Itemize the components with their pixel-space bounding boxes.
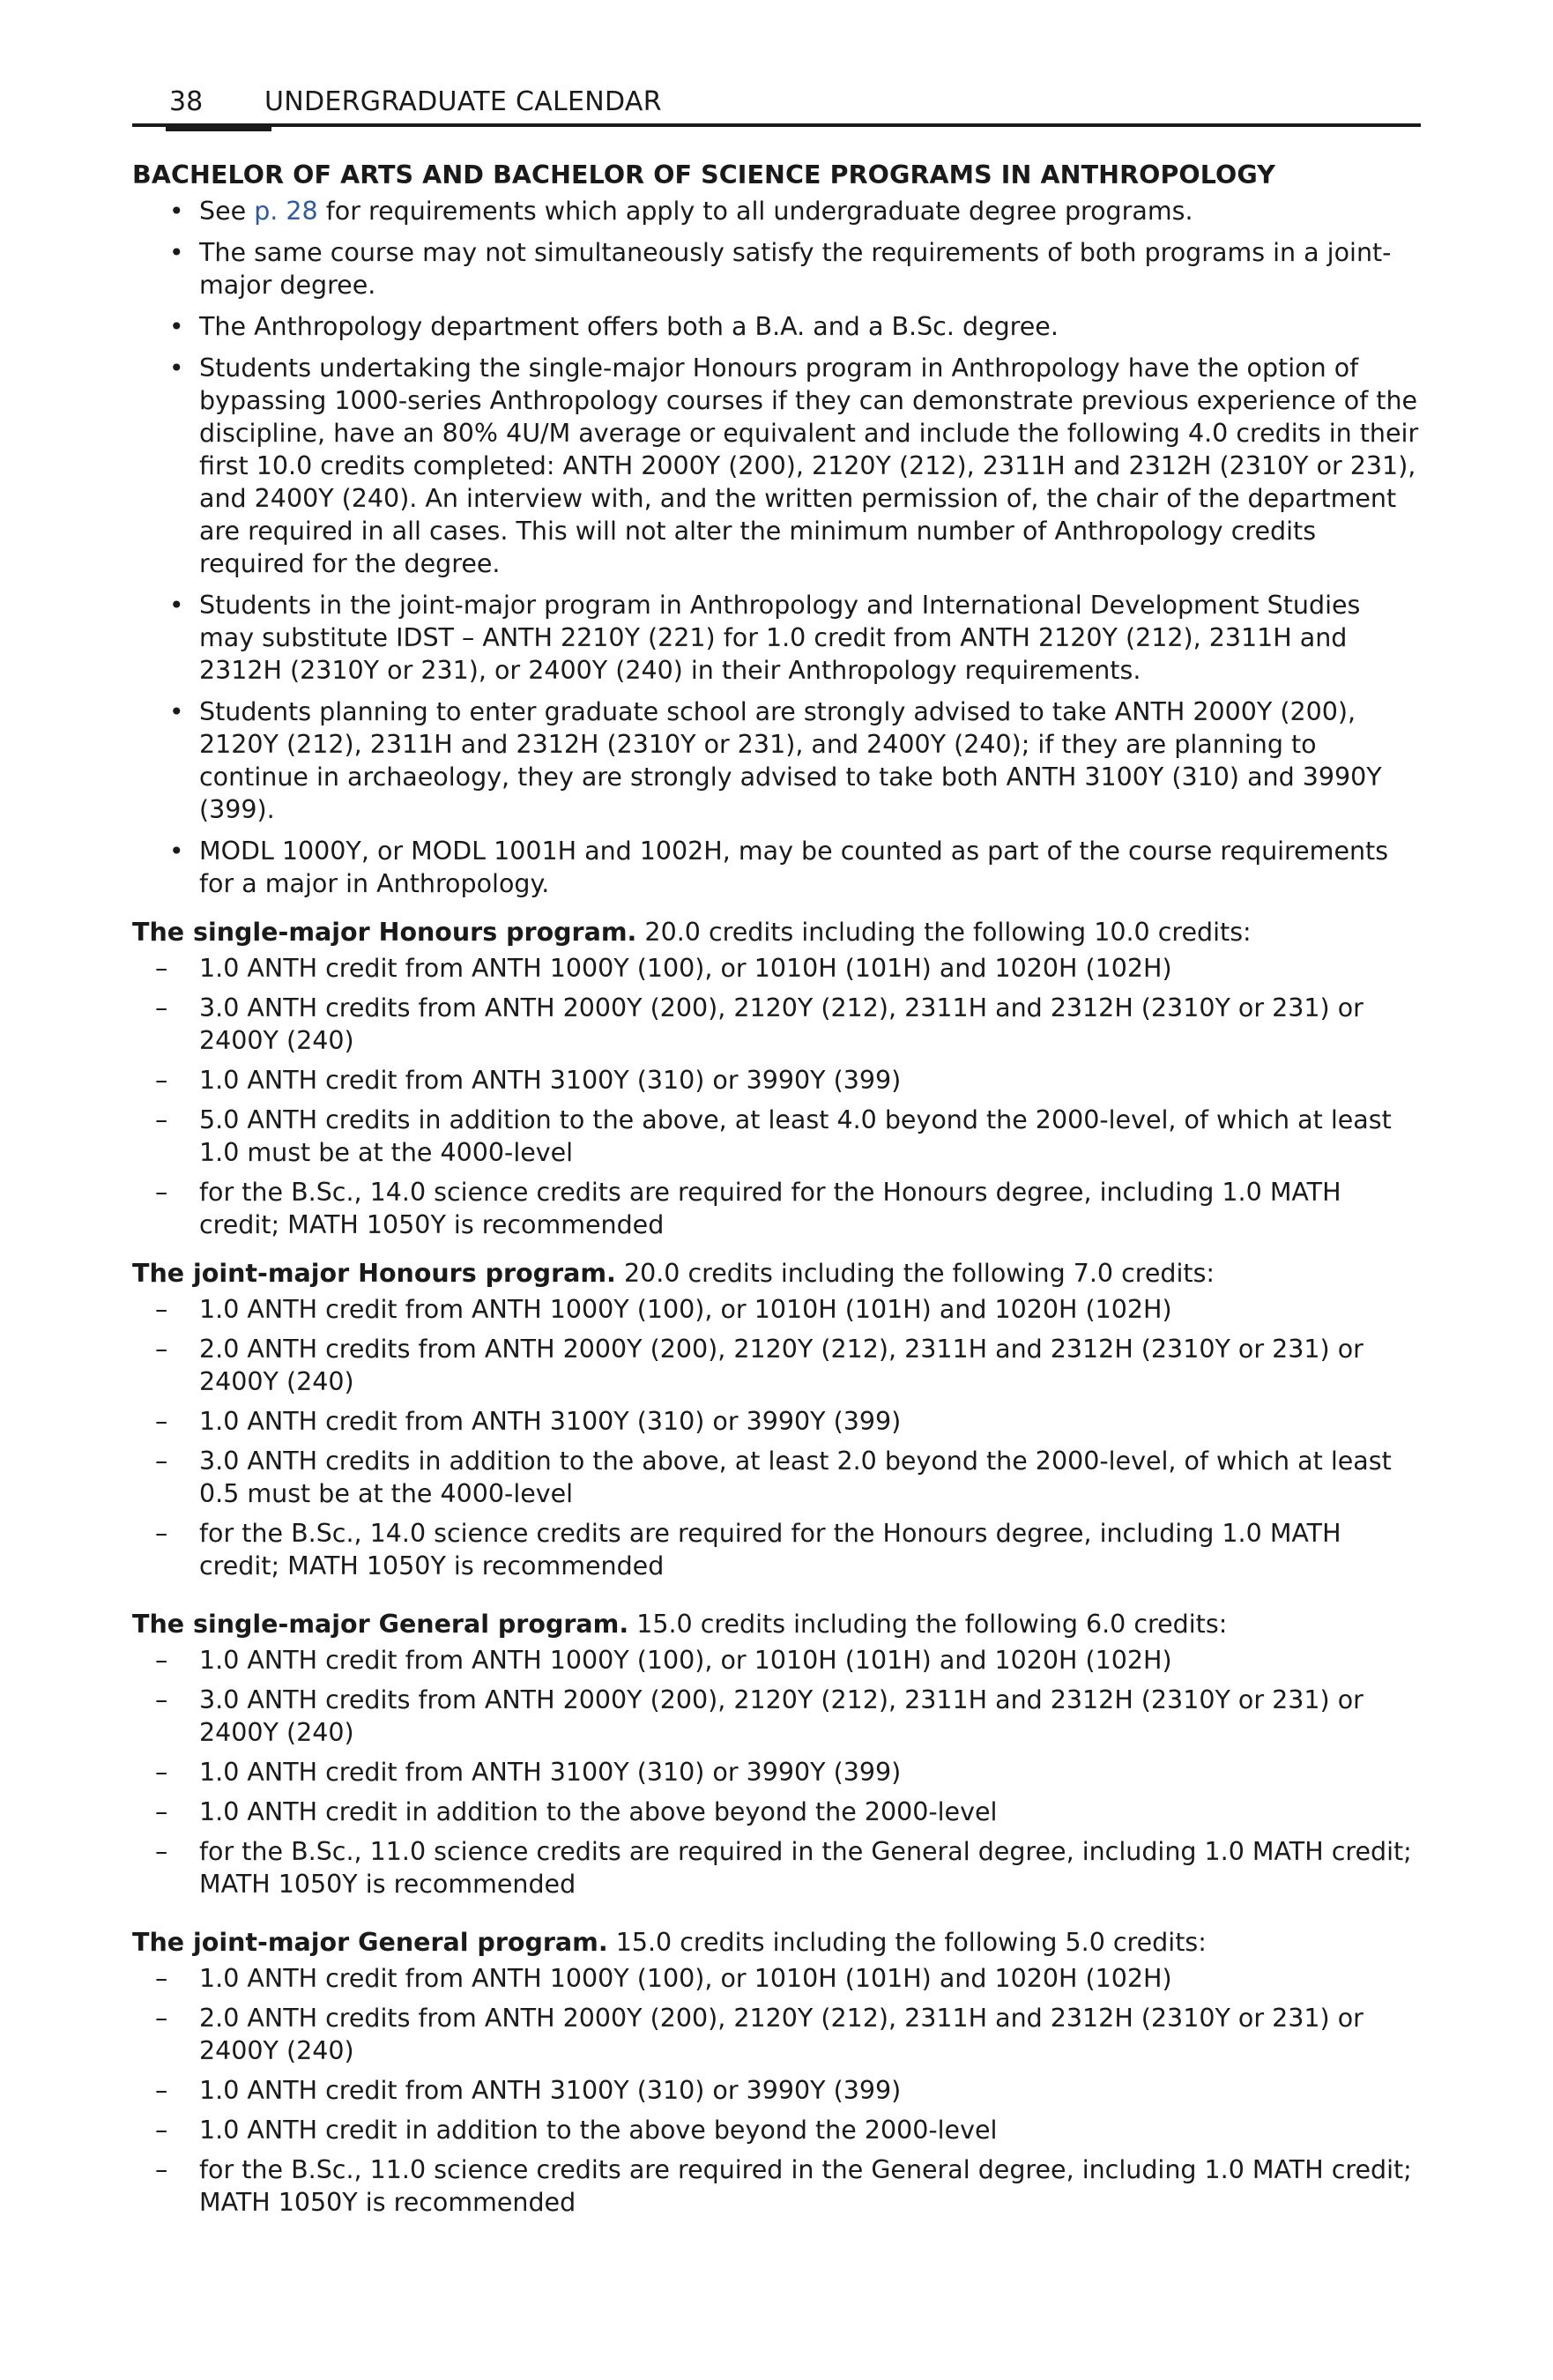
program-heading: [132, 916, 1421, 948]
bullet-text-prefix: See: [199, 197, 255, 226]
running-header: [132, 79, 1421, 129]
requirement-item: [132, 1445, 1421, 1510]
requirement-item: [132, 992, 1421, 1057]
program-heading: [132, 1257, 1421, 1290]
requirement-text: 3.0 ANTH credits in addition to the above, at least 2.0 beyond the 2000-level, of which at least 0.5 must be at the 4000-level: [199, 1447, 1392, 1508]
requirement-text: for the B.Sc., 14.0 science credits are required for the Honours degree, including 1.0 MATH credit; MATH 1050Y is recommended: [199, 1178, 1341, 1239]
dash-icon: –: [155, 1335, 168, 1364]
requirement-item: [132, 952, 1421, 985]
dash-icon: –: [155, 993, 168, 1023]
requirement-list: [132, 1293, 1421, 1582]
bullet-text-suffix: for requirements which apply to all undergraduate degree programs.: [317, 197, 1193, 226]
requirement-text: 1.0 ANTH credit from ANTH 3100Y (310) or 3990Y (399): [199, 1407, 902, 1436]
bullet-item: [132, 695, 1421, 826]
dash-icon: –: [155, 1519, 168, 1548]
requirement-item: [132, 1684, 1421, 1749]
requirement-item: [132, 1962, 1421, 1995]
bullet-icon: •: [169, 312, 184, 341]
dash-icon: –: [155, 1447, 168, 1476]
requirement-item: [132, 1104, 1421, 1169]
program-name: The joint-major Honours program.: [132, 1259, 616, 1288]
program-single-major-general: [132, 1608, 1421, 1900]
program-name: The single-major General program.: [132, 1610, 629, 1639]
requirement-item: [132, 1405, 1421, 1438]
dash-icon: –: [155, 1407, 168, 1436]
requirement-text: 1.0 ANTH credit in addition to the above beyond the 2000-level: [199, 1797, 998, 1826]
requirement-text: 2.0 ANTH credits from ANTH 2000Y (200), 2120Y (212), 2311H and 2312H (2310Y or 231) or 2400Y (240): [199, 1335, 1364, 1396]
dash-icon: –: [155, 2004, 168, 2033]
program-name: The single-major Honours program.: [132, 918, 637, 947]
requirement-list: [132, 952, 1421, 1241]
bullet-item: [132, 352, 1421, 580]
program-name: The joint-major General program.: [132, 1928, 608, 1957]
requirement-item: [132, 1064, 1421, 1097]
bullet-item: [132, 589, 1421, 687]
requirement-item: [132, 2153, 1421, 2219]
program-summary: 20.0 credits including the following 7.0 credits:: [615, 1259, 1215, 1288]
bullet-text: MODL 1000Y, or MODL 1001H and 1002H, may be counted as part of the course requirements for a major in Anthropology.: [199, 837, 1389, 898]
bullet-text: Students undertaking the single-major Honours program in Anthropology have the option of bypassing 1000-series Anthropology courses if they can demonstrate previous experience of the discipline, have an 80% 4U/M average or equivalent and include the following 4.0 credits in their first 10.0 credits completed: ANTH 2000Y (200), 2120Y (212), 2311H and 2312H (2310Y or 231), and 2400Y (240). An interview with, and the written permission of, the chair of the department are required in all cases. This will not alter the minimum number of Anthropology credits required for the degree.: [199, 353, 1419, 578]
program-summary: 15.0 credits including the following 5.0 credits:: [607, 1928, 1207, 1957]
requirement-text: 5.0 ANTH credits in addition to the above, at least 4.0 beyond the 2000-level, of which at least 1.0 must be at the 4000-level: [199, 1105, 1392, 1167]
requirement-item: [132, 1333, 1421, 1398]
page-content: [132, 159, 1421, 2226]
requirement-item: [132, 2074, 1421, 2107]
bullet-text: The same course may not simultaneously satisfy the requirements of both programs in a joint-major degree.: [199, 238, 1392, 300]
requirement-item: [132, 1835, 1421, 1900]
requirement-text: for the B.Sc., 11.0 science credits are required in the General degree, including 1.0 MATH credit; MATH 1050Y is recommended: [199, 1837, 1412, 1899]
dash-icon: –: [155, 2076, 168, 2105]
bullet-icon: •: [169, 697, 184, 726]
requirement-text: 1.0 ANTH credit from ANTH 1000Y (100), or 1010H (101H) and 1020H (102H): [199, 1964, 1172, 1993]
program-summary: 20.0 credits including the following 10.0 credits:: [636, 918, 1252, 947]
requirement-text: 1.0 ANTH credit from ANTH 3100Y (310) or 3990Y (399): [199, 1758, 902, 1787]
program-summary: 15.0 credits including the following 6.0 credits:: [628, 1610, 1228, 1639]
program-single-major-honours: [132, 916, 1421, 1241]
dash-icon: –: [155, 1066, 168, 1095]
dash-icon: –: [155, 1295, 168, 1324]
dash-icon: –: [155, 1837, 168, 1866]
bullet-icon: •: [169, 591, 184, 620]
bullet-text: Students planning to enter graduate school are strongly advised to take ANTH 2000Y (200), 2120Y (212), 2311H and 2312H (2310Y or 231), and 2400Y (240); if they are planning to continue in archaeology, they are strongly advised to take both ANTH 3100Y (310) and 3990Y (399).: [199, 697, 1382, 824]
program-heading: [132, 1608, 1421, 1640]
requirement-list: [132, 1644, 1421, 1900]
bullet-item: [132, 835, 1421, 900]
program-joint-major-honours: [132, 1257, 1421, 1582]
dash-icon: –: [155, 1685, 168, 1714]
dash-icon: –: [155, 2116, 168, 2145]
bullet-item: [132, 310, 1421, 343]
general-notes-list: [132, 195, 1421, 900]
dash-icon: –: [155, 1105, 168, 1134]
dash-icon: –: [155, 954, 168, 983]
requirement-item: [132, 1293, 1421, 1326]
header-rule: [132, 123, 1421, 127]
requirement-text: 1.0 ANTH credit from ANTH 1000Y (100), or 1010H (101H) and 1020H (102H): [199, 954, 1172, 983]
bullet-text: Students in the joint-major program in Anthropology and International Development Studies may substitute IDST – ANTH 2210Y (221) for 1.0 credit from ANTH 2120Y (212), 2311H and 2312H (2310Y or 231), or 2400Y (240) in their Anthropology requirements.: [199, 591, 1361, 685]
program-heading: [132, 1926, 1421, 1959]
page-reference-link[interactable]: p. 28: [254, 197, 318, 226]
header-rule-tab: [166, 123, 271, 131]
requirement-text: 1.0 ANTH credit from ANTH 3100Y (310) or 3990Y (399): [199, 2076, 902, 2105]
requirement-item: [132, 1756, 1421, 1789]
requirement-item: [132, 2002, 1421, 2067]
dash-icon: –: [155, 1964, 168, 1993]
bullet-item: [132, 236, 1421, 301]
requirement-text: 3.0 ANTH credits from ANTH 2000Y (200), 2120Y (212), 2311H and 2312H (2310Y or 231) or 2400Y (240): [199, 993, 1364, 1055]
bullet-icon: •: [169, 353, 184, 383]
dash-icon: –: [155, 1646, 168, 1675]
requirement-text: 1.0 ANTH credit from ANTH 1000Y (100), or 1010H (101H) and 1020H (102H): [199, 1646, 1172, 1675]
page-number: 38: [169, 86, 204, 117]
requirement-item: [132, 1644, 1421, 1677]
dash-icon: –: [155, 2155, 168, 2184]
section-heading: BACHELOR OF ARTS AND BACHELOR OF SCIENCE PROGRAMS IN ANTHROPOLOGY: [132, 160, 1275, 190]
bullet-icon: •: [169, 238, 184, 267]
bullet-text: The Anthropology department offers both a B.A. and a B.Sc. degree.: [199, 312, 1059, 341]
dash-icon: –: [155, 1178, 168, 1207]
requirement-text: for the B.Sc., 11.0 science credits are required in the General degree, including 1.0 MATH credit; MATH 1050Y is recommended: [199, 2155, 1412, 2217]
requirement-list: [132, 1962, 1421, 2219]
requirement-text: 1.0 ANTH credit in addition to the above beyond the 2000-level: [199, 2116, 998, 2145]
dash-icon: –: [155, 1758, 168, 1787]
requirement-item: [132, 1517, 1421, 1582]
bullet-item: [132, 195, 1421, 227]
dash-icon: –: [155, 1797, 168, 1826]
running-title: UNDERGRADUATE CALENDAR: [264, 86, 662, 117]
requirement-item: [132, 1176, 1421, 1241]
requirement-item: [132, 1796, 1421, 1828]
requirement-text: 3.0 ANTH credits from ANTH 2000Y (200), 2120Y (212), 2311H and 2312H (2310Y or 231) or 2400Y (240): [199, 1685, 1364, 1747]
bullet-icon: •: [169, 837, 184, 866]
requirement-item: [132, 2114, 1421, 2146]
requirement-text: 2.0 ANTH credits from ANTH 2000Y (200), 2120Y (212), 2311H and 2312H (2310Y or 231) or 2400Y (240): [199, 2004, 1364, 2065]
requirement-text: 1.0 ANTH credit from ANTH 3100Y (310) or 3990Y (399): [199, 1066, 902, 1095]
requirement-text: for the B.Sc., 14.0 science credits are required for the Honours degree, including 1.0 MATH credit; MATH 1050Y is recommended: [199, 1519, 1341, 1580]
requirement-text: 1.0 ANTH credit from ANTH 1000Y (100), or 1010H (101H) and 1020H (102H): [199, 1295, 1172, 1324]
program-joint-major-general: [132, 1926, 1421, 2219]
bullet-icon: •: [169, 197, 184, 226]
